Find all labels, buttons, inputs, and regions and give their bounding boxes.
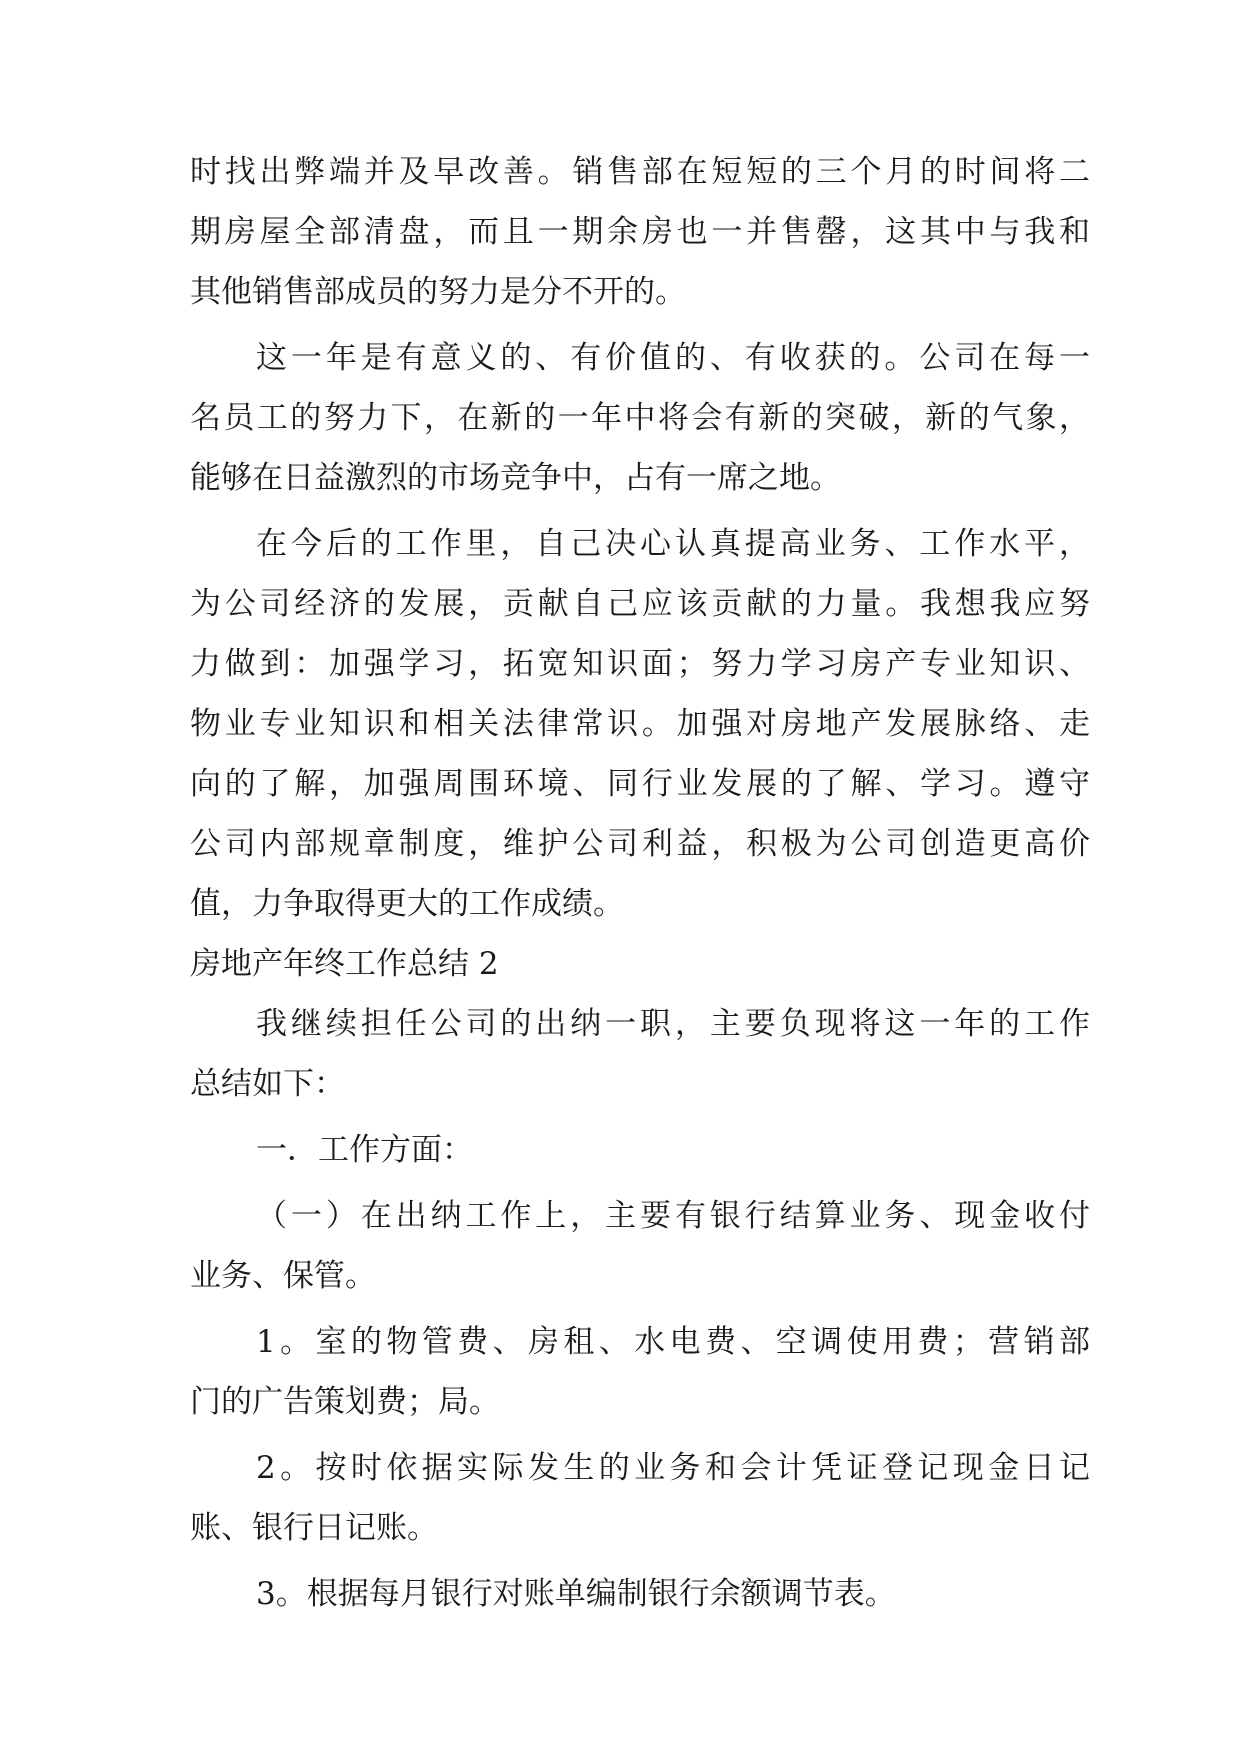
paragraph-line: 我继续担任公司的出纳一职，主要负现将这一年的工作 <box>256 1006 1090 1042</box>
paragraph-line: 力做到：加强学习，拓宽知识面；努力学习房产专业知识、 <box>190 646 1090 682</box>
paragraph-line: 时找出弊端并及早改善。销售部在短短的三个月的时间将二 <box>190 154 1090 190</box>
paragraph-line: 名员工的努力下，在新的一年中将会有新的突破，新的气象， <box>190 400 1090 436</box>
paragraph-line: 总结如下： <box>190 1066 345 1102</box>
paragraph-line: 其他销售部成员的努力是分不开的。 <box>190 274 686 310</box>
list-item-line: 2。按时依据实际发生的业务和会计凭证登记现金日记 <box>256 1450 1090 1486</box>
list-heading: 一．工作方面： <box>256 1132 473 1168</box>
list-item-line: 门的广告策划费；局。 <box>190 1384 500 1420</box>
paragraph-line: 期房屋全部清盘，而且一期余房也一并售罄，这其中与我和 <box>190 214 1090 250</box>
paragraph-line: 这一年是有意义的、有价值的、有收获的。公司在每一 <box>256 340 1090 376</box>
paragraph-line: 物业专业知识和相关法律常识。加强对房地产发展脉络、走 <box>190 706 1090 742</box>
list-item-line: 1。室的物管费、房租、水电费、空调使用费；营销部 <box>256 1324 1090 1360</box>
paragraph-line: 能够在日益激烈的市场竞争中，占有一席之地。 <box>190 460 841 496</box>
section-heading: 房地产年终工作总结 2 <box>190 946 499 982</box>
paragraph-line: 值，力争取得更大的工作成绩。 <box>190 886 624 922</box>
paragraph-line: 公司内部规章制度，维护公司利益，积极为公司创造更高价 <box>190 826 1090 862</box>
list-item-line: 账、银行日记账。 <box>190 1510 438 1546</box>
paragraph-line: 业务、保管。 <box>190 1258 376 1294</box>
list-item-line: 3。根据每月银行对账单编制银行余额调节表。 <box>256 1576 896 1612</box>
paragraph-line: 为公司经济的发展，贡献自己应该贡献的力量。我想我应努 <box>190 586 1090 622</box>
paragraph-line: （一）在出纳工作上，主要有银行结算业务、现金收付 <box>256 1198 1090 1234</box>
paragraph-line: 在今后的工作里，自己决心认真提高业务、工作水平， <box>256 526 1090 562</box>
paragraph-line: 向的了解，加强周围环境、同行业发展的了解、学习。遵守 <box>190 766 1090 802</box>
